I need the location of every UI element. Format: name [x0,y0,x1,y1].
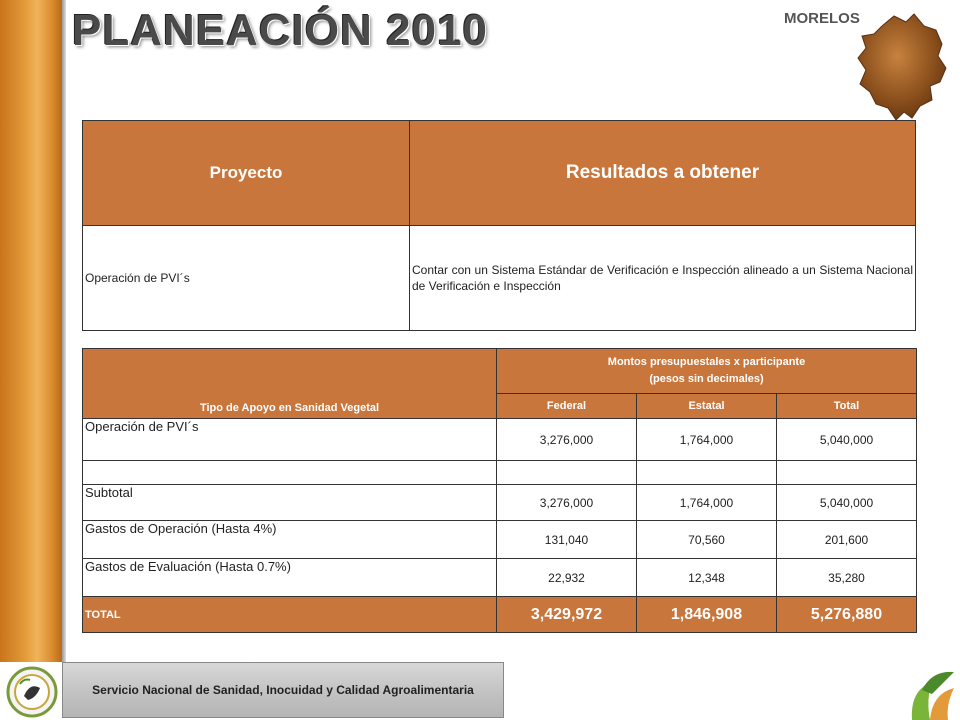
footer-bar [62,662,504,718]
total-label: TOTAL [83,597,497,633]
estatal-cell: 70,560 [637,521,777,559]
total-total: 5,276,880 [777,597,917,633]
total-cell: 5,040,000 [777,419,917,461]
left-bar-edge [62,0,66,662]
row-label: Gastos de Operación (Hasta 4%) [83,521,497,559]
project-table [82,120,916,331]
row-label: Subtotal [83,485,497,521]
state-map-icon [852,8,952,126]
table-row [83,559,917,597]
table-row [83,461,917,485]
leaf-emblem-icon [902,660,960,720]
table-row [83,226,916,331]
total-cell: 5,040,000 [777,485,917,521]
row-label [83,461,497,485]
col-header-amounts [497,349,917,394]
col-header-results: Resultados a obtener [410,121,916,226]
federal-cell: 22,932 [497,559,637,597]
budget-table [82,348,917,633]
estatal-cell: 1,764,000 [637,419,777,461]
total-cell [777,461,917,485]
col-header-project: Proyecto [83,121,410,226]
table-row [83,485,917,521]
col-header-total: Total [777,394,917,419]
footer-agency-name: Servicio Nacional de Sanidad, Inocuidad y Calidad Agroalimentaria [92,683,474,697]
estatal-cell [637,461,777,485]
table-row [83,419,917,461]
page-title: PLANEACIÓN 2010 [72,6,489,55]
table-row [83,521,917,559]
total-estatal: 1,846,908 [637,597,777,633]
estatal-cell: 1,764,000 [637,485,777,521]
col-header-federal: Federal [497,394,637,419]
federal-cell: 131,040 [497,521,637,559]
project-cell: Operación de PVI´s [83,226,410,331]
estatal-cell: 12,348 [637,559,777,597]
col-header-estatal: Estatal [637,394,777,419]
total-row [83,597,917,633]
row-label: Gastos de Evaluación (Hasta 0.7%) [83,559,497,597]
row-label: Operación de PVI´s [83,419,497,461]
federal-cell: 3,276,000 [497,485,637,521]
total-cell: 35,280 [777,559,917,597]
federal-cell [497,461,637,485]
federal-cell: 3,276,000 [497,419,637,461]
agency-logo-icon [2,660,62,720]
total-federal: 3,429,972 [497,597,637,633]
col-header-amounts-title: Montos presupuestales x participante [607,356,806,368]
total-cell: 201,600 [777,521,917,559]
left-decorative-bar [0,0,62,662]
col-header-amounts-sub: (pesos sin decimales) [649,373,764,385]
results-cell: Contar con un Sistema Estándar de Verificación e Inspección alineado a un Sistema Nacional de Verificación e Inspección [410,226,916,331]
col-header-type: Tipo de Apoyo en Sanidad Vegetal [83,349,497,419]
state-label: MORELOS [784,10,860,27]
project-table-header [83,121,916,226]
